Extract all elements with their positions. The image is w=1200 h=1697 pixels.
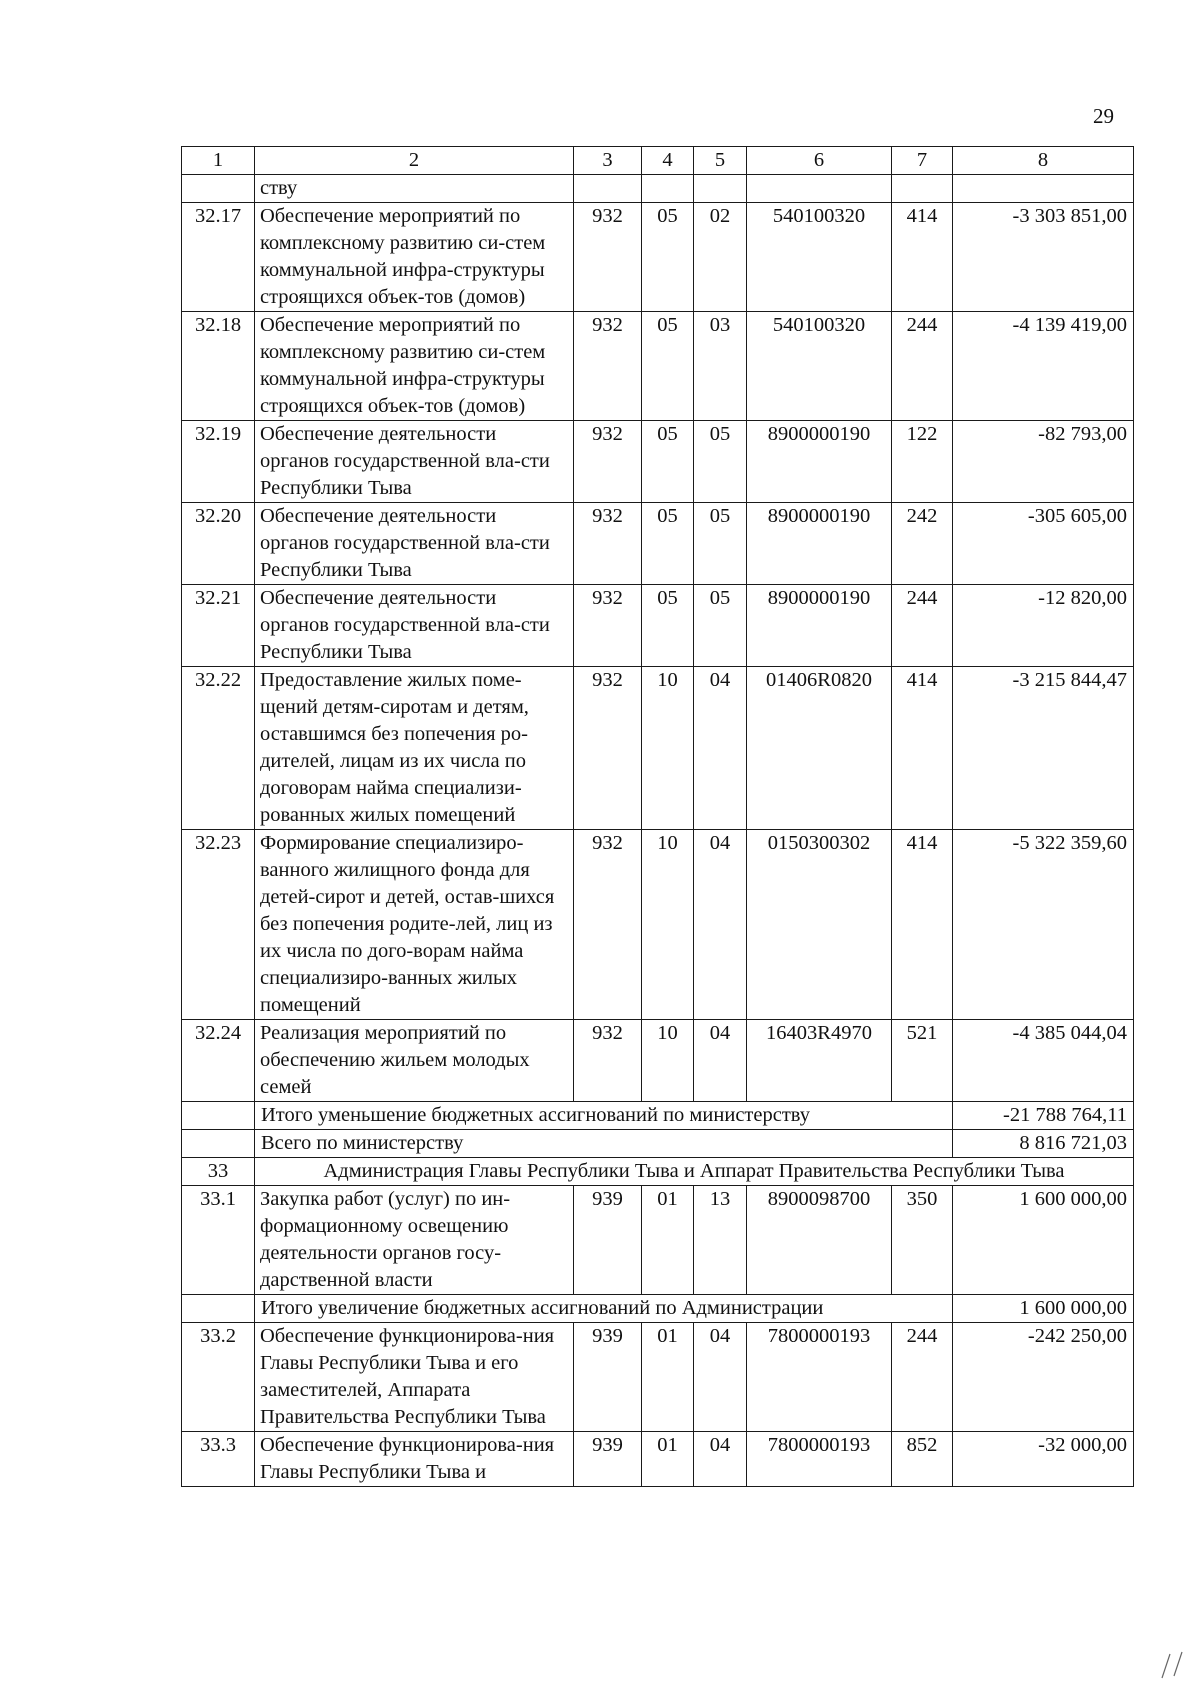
row-code-target: 01406R0820	[747, 667, 892, 830]
table-row	[182, 421, 1134, 503]
row-code-subsection: 03	[694, 312, 747, 421]
row-code-expense: 350	[892, 1186, 953, 1295]
signature-mark	[1160, 1650, 1186, 1682]
row-amount: -3 215 844,47	[953, 667, 1134, 830]
row-code-target: 7800000193	[747, 1432, 892, 1487]
table-row	[182, 503, 1134, 585]
row-name: Предоставление жилых поме-щений детям-сиротам и детям, оставшимся без попечения ро-дителей, лицам из их числа по договорам найма специализи-рованных жилых помещений	[255, 667, 574, 830]
row-number: 33.2	[182, 1323, 255, 1432]
row-code-expense: 414	[892, 830, 953, 1020]
row-code-ministry	[574, 175, 642, 203]
section-row	[182, 1158, 1134, 1186]
row-code-expense: 122	[892, 421, 953, 503]
column-header-8: 8	[953, 147, 1134, 175]
row-amount: -12 820,00	[953, 585, 1134, 667]
total-label: Всего по министерству	[255, 1130, 953, 1158]
row-name: Обеспечение мероприятий по комплексному развитию си-стем коммунальной инфра-структуры строящихся объек-тов (домов)	[255, 312, 574, 421]
row-code-section: 05	[642, 503, 694, 585]
row-amount: -3 303 851,00	[953, 203, 1134, 312]
table-row	[182, 175, 1134, 203]
row-amount: -305 605,00	[953, 503, 1134, 585]
row-number	[182, 1130, 255, 1158]
row-code-subsection: 05	[694, 585, 747, 667]
row-code-target: 0150300302	[747, 830, 892, 1020]
row-amount: -242 250,00	[953, 1323, 1134, 1432]
row-number	[182, 175, 255, 203]
row-code-expense: 244	[892, 312, 953, 421]
row-code-subsection: 05	[694, 503, 747, 585]
row-code-target: 8900098700	[747, 1186, 892, 1295]
row-code-target: 540100320	[747, 312, 892, 421]
row-code-ministry: 939	[574, 1323, 642, 1432]
total-row	[182, 1102, 1134, 1130]
row-code-section: 01	[642, 1432, 694, 1487]
row-code-expense	[892, 175, 953, 203]
row-number: 32.23	[182, 830, 255, 1020]
row-name: Обеспечение функционирова-ния Главы Республики Тыва и его заместителей, Аппарата Правительства Республики Тыва	[255, 1323, 574, 1432]
total-amount: 1 600 000,00	[953, 1295, 1134, 1323]
row-code-ministry: 939	[574, 1432, 642, 1487]
row-number	[182, 1295, 255, 1323]
table-header-row	[182, 147, 1134, 175]
row-name: Закупка работ (услуг) по ин-формационному освещению деятельности органов госу-дарственной власти	[255, 1186, 574, 1295]
row-code-expense: 414	[892, 203, 953, 312]
row-code-expense: 242	[892, 503, 953, 585]
row-code-expense: 244	[892, 585, 953, 667]
row-code-subsection: 04	[694, 1432, 747, 1487]
row-code-ministry: 932	[574, 585, 642, 667]
table-row	[182, 1020, 1134, 1102]
row-code-subsection: 02	[694, 203, 747, 312]
row-number: 32.18	[182, 312, 255, 421]
row-code-expense: 852	[892, 1432, 953, 1487]
row-name: Обеспечение деятельности органов государственной вла-сти Республики Тыва	[255, 503, 574, 585]
row-code-ministry: 932	[574, 1020, 642, 1102]
row-code-expense: 414	[892, 667, 953, 830]
row-code-target: 8900000190	[747, 585, 892, 667]
column-header-2: 2	[255, 147, 574, 175]
table-row	[182, 312, 1134, 421]
column-header-4: 4	[642, 147, 694, 175]
row-code-subsection: 04	[694, 1323, 747, 1432]
row-code-section: 10	[642, 1020, 694, 1102]
row-code-target	[747, 175, 892, 203]
row-amount: -4 385 044,04	[953, 1020, 1134, 1102]
row-number: 33.3	[182, 1432, 255, 1487]
section-number: 33	[182, 1158, 255, 1186]
row-number: 32.24	[182, 1020, 255, 1102]
budget-allocation-table	[181, 146, 1134, 1487]
row-number: 32.17	[182, 203, 255, 312]
table-row	[182, 1323, 1134, 1432]
table-row	[182, 585, 1134, 667]
row-code-ministry: 932	[574, 830, 642, 1020]
section-title: Администрация Главы Республики Тыва и Аппарат Правительства Республики Тыва	[255, 1158, 1134, 1186]
table-row	[182, 1432, 1134, 1487]
row-name: ству	[255, 175, 574, 203]
row-amount: -82 793,00	[953, 421, 1134, 503]
row-code-target: 7800000193	[747, 1323, 892, 1432]
row-code-section: 05	[642, 585, 694, 667]
table-row	[182, 667, 1134, 830]
row-amount	[953, 175, 1134, 203]
row-number: 32.22	[182, 667, 255, 830]
row-name: Обеспечение функционирова-ния Главы Республики Тыва и	[255, 1432, 574, 1487]
row-code-ministry: 932	[574, 503, 642, 585]
total-amount: -21 788 764,11	[953, 1102, 1134, 1130]
total-row	[182, 1130, 1134, 1158]
row-code-subsection: 05	[694, 421, 747, 503]
row-amount: -32 000,00	[953, 1432, 1134, 1487]
row-code-section	[642, 175, 694, 203]
total-label: Итого увеличение бюджетных ассигнований по Администрации	[255, 1295, 953, 1323]
table-row	[182, 1186, 1134, 1295]
column-header-7: 7	[892, 147, 953, 175]
row-code-subsection: 04	[694, 667, 747, 830]
row-code-target: 16403R4970	[747, 1020, 892, 1102]
row-name: Обеспечение деятельности органов государственной вла-сти Республики Тыва	[255, 421, 574, 503]
row-code-subsection: 13	[694, 1186, 747, 1295]
table-body	[182, 147, 1134, 1487]
page-number: 29	[1093, 104, 1114, 128]
row-number: 33.1	[182, 1186, 255, 1295]
row-code-subsection: 04	[694, 830, 747, 1020]
row-code-target: 8900000190	[747, 503, 892, 585]
row-code-ministry: 939	[574, 1186, 642, 1295]
row-code-section: 05	[642, 421, 694, 503]
row-code-subsection: 04	[694, 1020, 747, 1102]
row-name: Обеспечение деятельности органов государственной вла-сти Республики Тыва	[255, 585, 574, 667]
row-number: 32.19	[182, 421, 255, 503]
column-header-3: 3	[574, 147, 642, 175]
table-row	[182, 203, 1134, 312]
row-code-ministry: 932	[574, 312, 642, 421]
table-row	[182, 830, 1134, 1020]
row-code-section: 05	[642, 203, 694, 312]
column-header-6: 6	[747, 147, 892, 175]
row-code-ministry: 932	[574, 421, 642, 503]
row-name: Обеспечение мероприятий по комплексному развитию си-стем коммунальной инфра-структуры строящихся объек-тов (домов)	[255, 203, 574, 312]
row-number: 32.20	[182, 503, 255, 585]
row-number	[182, 1102, 255, 1130]
row-amount: -5 322 359,60	[953, 830, 1134, 1020]
row-amount: 1 600 000,00	[953, 1186, 1134, 1295]
row-code-subsection	[694, 175, 747, 203]
row-code-expense: 244	[892, 1323, 953, 1432]
total-amount: 8 816 721,03	[953, 1130, 1134, 1158]
row-code-expense: 521	[892, 1020, 953, 1102]
row-code-section: 01	[642, 1186, 694, 1295]
row-code-section: 10	[642, 667, 694, 830]
row-code-section: 01	[642, 1323, 694, 1432]
row-name: Реализация мероприятий по обеспечению жильем молодых семей	[255, 1020, 574, 1102]
row-code-section: 05	[642, 312, 694, 421]
total-label: Итого уменьшение бюджетных ассигнований по министерству	[255, 1102, 953, 1130]
row-code-target: 8900000190	[747, 421, 892, 503]
total-row	[182, 1295, 1134, 1323]
row-code-target: 540100320	[747, 203, 892, 312]
row-name: Формирование специализиро-ванного жилищного фонда для детей-сирот и детей, остав-шихся без попечения родите-лей, лиц из их числа по дого-ворам найма специализиро-ванных жилых помещений	[255, 830, 574, 1020]
row-code-ministry: 932	[574, 203, 642, 312]
column-header-1: 1	[182, 147, 255, 175]
row-number: 32.21	[182, 585, 255, 667]
row-code-section: 10	[642, 830, 694, 1020]
column-header-5: 5	[694, 147, 747, 175]
row-code-ministry: 932	[574, 667, 642, 830]
row-amount: -4 139 419,00	[953, 312, 1134, 421]
